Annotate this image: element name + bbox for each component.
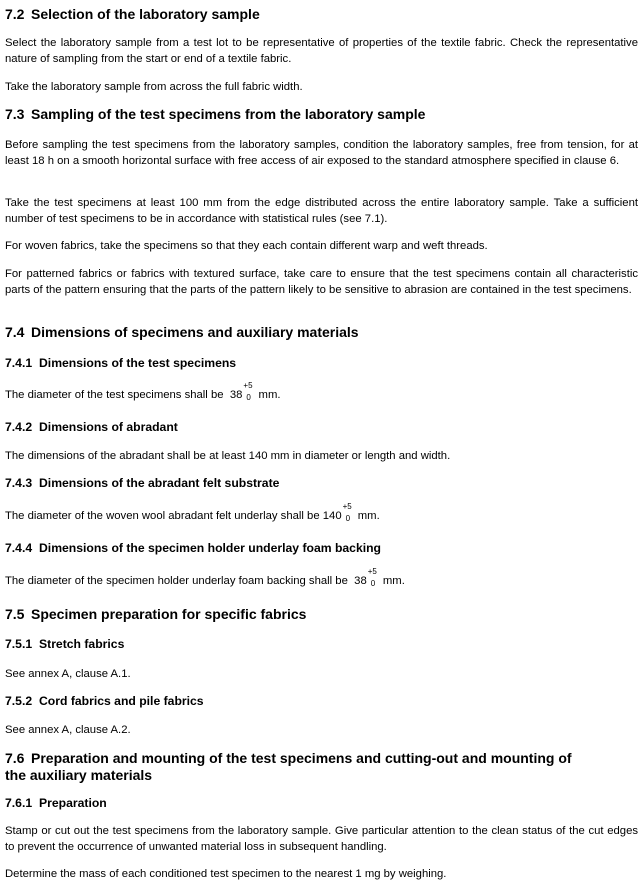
dimension-unit: mm. [382, 575, 405, 587]
heading-title: Preparation [39, 796, 107, 810]
heading-7-5-2 [5, 694, 638, 709]
heading-number: 7.4.2 [5, 420, 33, 434]
heading-number: 7.5 [5, 606, 25, 622]
heading-title: Sampling of the test specimens from the laboratory sample [31, 106, 426, 122]
heading-7-2 [5, 6, 638, 23]
heading-title: Cord fabrics and pile fabrics [39, 694, 204, 708]
tolerance-lower: 0 [370, 579, 376, 588]
heading-title: Specimen preparation for specific fabrics [31, 606, 307, 622]
dimension-unit: mm. [357, 510, 380, 522]
heading-title: Dimensions of the test specimens [39, 356, 237, 370]
heading-title: Dimensions of specimens and auxiliary materials [31, 324, 359, 340]
paragraph-7-5-1: See annex A, clause A.1. [5, 668, 131, 680]
dimension-value: 140 [322, 510, 342, 522]
heading-7-6-1 [5, 796, 638, 811]
paragraph-7-3-3: For woven fabrics, take the specimens so that they each contain different warp and weft threads. [5, 240, 488, 252]
paragraph-7-6-1-2: Determine the mass of each conditioned test specimen to the nearest 1 mg by weighing. [5, 868, 447, 880]
heading-number: 7.6 [5, 750, 25, 766]
heading-title: Dimensions of the specimen holder underlay foam backing [39, 541, 381, 555]
heading-number: 7.5.1 [5, 637, 33, 651]
paragraph-7-4-1 [5, 381, 638, 403]
paragraph-7-4-3 [5, 502, 638, 524]
tolerance-upper: +5 [243, 381, 253, 390]
heading-title-continued: the auxiliary materials [5, 767, 153, 783]
paragraph-7-3-2: Take the test specimens at least 100 mm from the edge distributed across the entire laboratory sample. Take a sufficient number of test specimens to be in accordance with statistical rules (see 7.1). [5, 197, 638, 225]
heading-title: Dimensions of abradant [39, 420, 178, 434]
sentence-text: The diameter of the test specimens shall be [5, 389, 224, 401]
paragraph-7-6-1-1: Stamp or cut out the test specimens from the laboratory sample. Give particular attention to the clean status of the cut edges to prevent the occurrence of unwanted material loss in subsequent handling. [5, 825, 638, 853]
heading-number: 7.4.1 [5, 356, 33, 370]
tolerance-upper: +5 [367, 567, 377, 576]
tolerance-lower: 0 [246, 393, 251, 402]
heading-title: Selection of the laboratory sample [31, 6, 260, 22]
paragraph-7-2-1: Select the laboratory sample from a test lot to be representative of properties of the textile fabric. Check the representative nature of sampling from the start or end of a textile fabric. [5, 37, 638, 65]
dimension-value: 38 [354, 575, 367, 587]
paragraph-7-5-2: See annex A, clause A.2. [5, 724, 131, 736]
heading-7-5-1 [5, 637, 638, 652]
tolerance-lower: 0 [345, 514, 351, 523]
tolerance [243, 381, 254, 402]
heading-title: Dimensions of the abradant felt substrate [39, 476, 280, 490]
tolerance [367, 567, 379, 588]
heading-7-4-1 [5, 356, 638, 371]
heading-number: 7.4.4 [5, 541, 33, 555]
paragraph-7-3-1: Before sampling the test specimens from the laboratory samples, condition the laboratory samples, free from tension, for at least 18 h on a smooth horizontal surface with free access of air exposed to the standard atmosphere specified in clause 6. [5, 139, 638, 167]
heading-7-5 [5, 606, 638, 623]
heading-number: 7.4 [5, 324, 25, 340]
heading-7-4-2 [5, 420, 638, 435]
heading-title: Stretch fabrics [39, 637, 125, 651]
heading-7-4 [5, 324, 638, 341]
heading-number: 7.6.1 [5, 796, 33, 810]
heading-number: 7.2 [5, 6, 25, 22]
heading-number: 7.3 [5, 106, 25, 122]
heading-7-4-4 [5, 541, 638, 556]
paragraph-7-4-4 [5, 567, 638, 589]
paragraph-7-4-2: The dimensions of the abradant shall be at least 140 mm in diameter or length and width. [5, 450, 451, 462]
dimension-value: 38 [229, 389, 243, 401]
tolerance-upper: +5 [342, 502, 352, 511]
sentence-text: The diameter of the specimen holder underlay foam backing shall be [5, 575, 348, 587]
heading-number: 7.5.2 [5, 694, 33, 708]
sentence-text: The diameter of the woven wool abradant felt underlay shall be [5, 510, 320, 522]
heading-7-4-3 [5, 476, 638, 491]
heading-number: 7.4.3 [5, 476, 33, 490]
dimension-unit: mm. [258, 389, 281, 401]
heading-title: Preparation and mounting of the test specimens and cutting-out and mounting of [31, 750, 572, 766]
tolerance [342, 502, 354, 523]
heading-7-3 [5, 106, 638, 123]
heading-7-6 [5, 750, 638, 784]
paragraph-7-3-4: For patterned fabrics or fabrics with textured surface, take care to ensure that the test specimens contain all characteristic parts of the pattern ensuring that the parts of the pattern likely to be sensitive to abrasion are contained in the test specimens. [5, 268, 638, 296]
paragraph-7-2-2: Take the laboratory sample from across the full fabric width. [5, 81, 303, 93]
